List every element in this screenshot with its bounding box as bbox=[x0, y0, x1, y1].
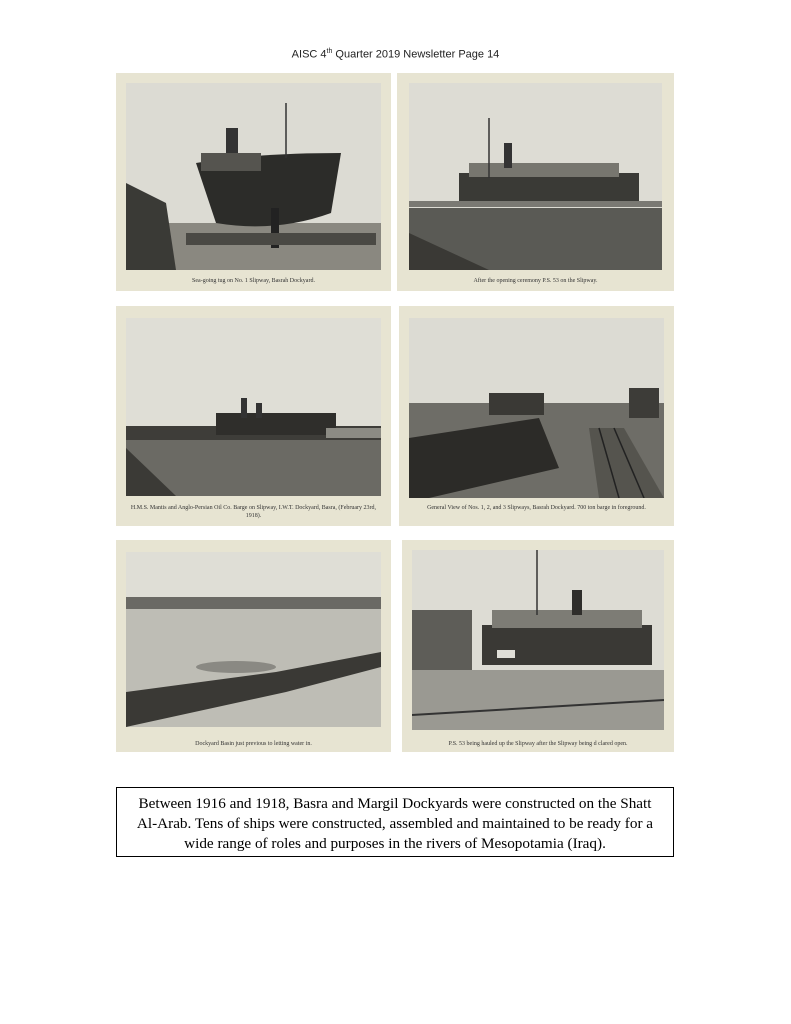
photo-plate-tug bbox=[116, 73, 391, 291]
header-prefix: AISC 4 bbox=[291, 48, 327, 61]
photo-caption: Sea-going tug on No. 1 Slipway, Basrah Dockyard. bbox=[192, 278, 315, 284]
photo-plate-general-view bbox=[399, 306, 674, 526]
photo-ps53-hauled-image bbox=[412, 550, 664, 730]
photo-caption: Dockyard Basin just previous to letting water in. bbox=[195, 741, 312, 747]
photo-caption: P.S. 53 being hauled up the Slipway after the Slipway being d clared open. bbox=[448, 741, 628, 747]
photo-ps53-ceremony-image bbox=[409, 83, 662, 270]
photo-plate-mantis bbox=[116, 306, 391, 526]
photo-plate-ps53-ceremony bbox=[397, 73, 674, 291]
photo-caption: General View of Nos. 1, 2, and 3 Slipways, Basrah Dockyard. 700 ton barge in foreground. bbox=[427, 505, 646, 511]
photo-caption: After the opening ceremony P.S. 53 on the Slipway. bbox=[473, 278, 598, 284]
header-suffix: Quarter 2019 Newsletter Page 14 bbox=[332, 48, 500, 61]
header-superscript: th bbox=[326, 48, 333, 55]
photo-plate-ps53-hauled bbox=[402, 540, 674, 752]
photo-tug-image bbox=[126, 83, 381, 270]
page-header bbox=[0, 48, 791, 61]
summary-text-box bbox=[116, 787, 674, 857]
summary-text: Between 1916 and 1918, Basra and Margil Dockyards were constructed on the Shatt Al-Arab. Tens of ships were constructed, assembled and maintained to be ready for a wide range of roles and purposes in the rivers of Mesopotamia (Iraq). bbox=[136, 795, 654, 852]
photo-plate-basin bbox=[116, 540, 391, 752]
photo-caption: H.M.S. Mantis and Anglo-Persian Oil Co. Barge on Slipway, I.W.T. Dockyard, Basra, (February 23rd, 1918). bbox=[130, 505, 377, 519]
photo-mantis-image bbox=[126, 318, 381, 496]
photo-basin-image bbox=[126, 552, 381, 727]
photo-general-view-image bbox=[409, 318, 664, 498]
